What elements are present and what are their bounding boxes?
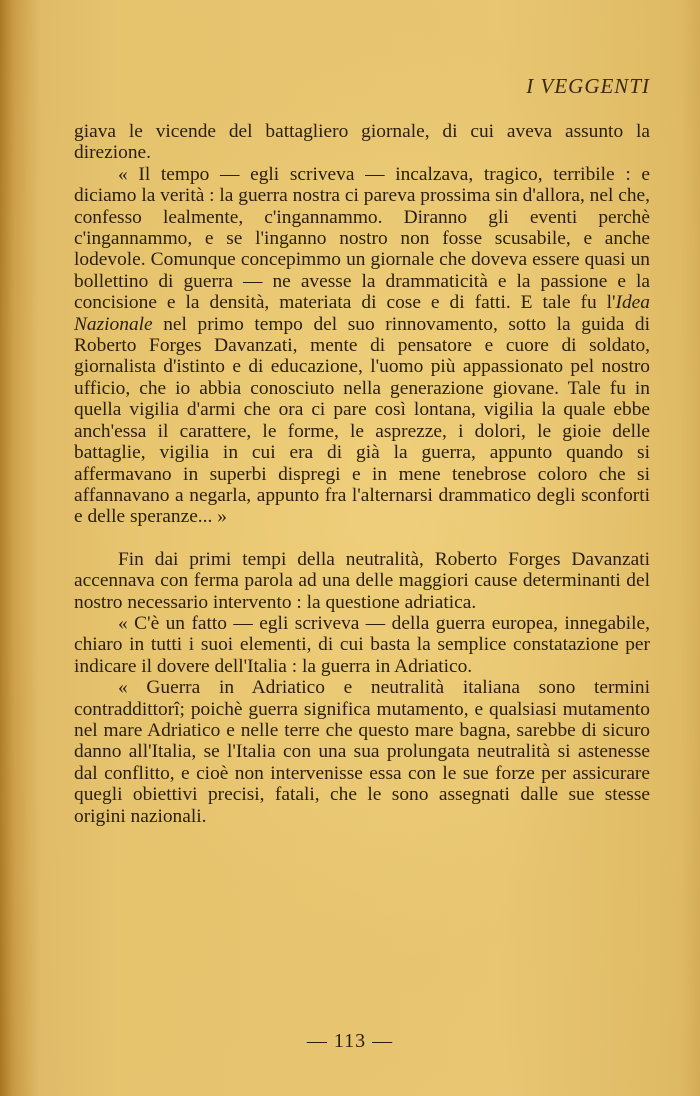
paragraph-quote-2: « C'è un fatto — egli scriveva — della guerra europea, innegabile, chiaro in tutti i suoi elementi, di cui basta la semplice constatazione per indicare il dovere dell'Italia : la guerra in Adriatico. [74,612,650,677]
body-text [74,121,650,827]
paragraph-quote-1: « Il tempo — egli scriveva — incalzava, tragico, terribile : e diciamo la verità : la guerra nostra ci pareva prossima sin d'allora, nel che, confesso lealmente, c'ingannammo. Diranno gli eventi perchè c'ingannammo, e se l'inganno nostro non fosse scusabile, e anche lodevole. Comunque concepimmo un giornale che doveva essere quasi un bollettino di guerra — ne avesse la drammaticità e la passione e la concisione e la densità, materiata di cose e di fatti. E tale fu l'Idea Nazionale nel primo tempo del suo rinnovamento, sotto la guida di Roberto Forges Davanzati, mente di pensatore e cuore di soldato, giornalista d'istinto e di educazione, l'uomo più appassionato pel nostro ufficio, che io abbia conosciuto nella generazione giovane. Tale fu in quella vigilia d'armi che ora ci pare così lontana, vigilia la quale ebbe anch'essa il carattere, le forme, le asprezze, i dolori, le gioie delle battaglie, vigilia in cui era di già la guerra, appunto quando si affermavano in superbi dispregi e in mene tenebrose coloro che si affannavano a negarla, appunto fra l'alternarsi drammatico degli sconforti e delle speranze... » [74,163,650,528]
page-number: — 113 — [306,1030,394,1052]
paragraph-continuation: giava le vicende del battagliero giornale, di cui aveva assunto la direzione. [74,121,650,164]
paragraph-narration: Fin dai primi tempi della neutralità, Roberto Forges Davanzati accennava con ferma parola ad una delle maggiori cause determinanti del nostro necessario intervento : la questione adriatica. [74,548,650,613]
paragraph-quote-3: « Guerra in Adriatico e neutralità italiana sono termini contraddittorî; poichè guerra significa mutamento, e qualsiasi mutamento nel mare Adriatico e nelle terre che questo mare bagna, sarebbe di sicuro danno all'Italia, se l'Italia con una sua prolungata neutralità si astenesse dal conflitto, e cioè non intervenisse essa con le sue forze per assicurare quegli obiettivi precisi, fatali, che le sono assegnati dalle sue stesse origini nazionali. [74,677,650,827]
newspaper-title: Idea Nazionale [74,292,650,335]
running-head: I VEGGENTI [526,74,650,98]
